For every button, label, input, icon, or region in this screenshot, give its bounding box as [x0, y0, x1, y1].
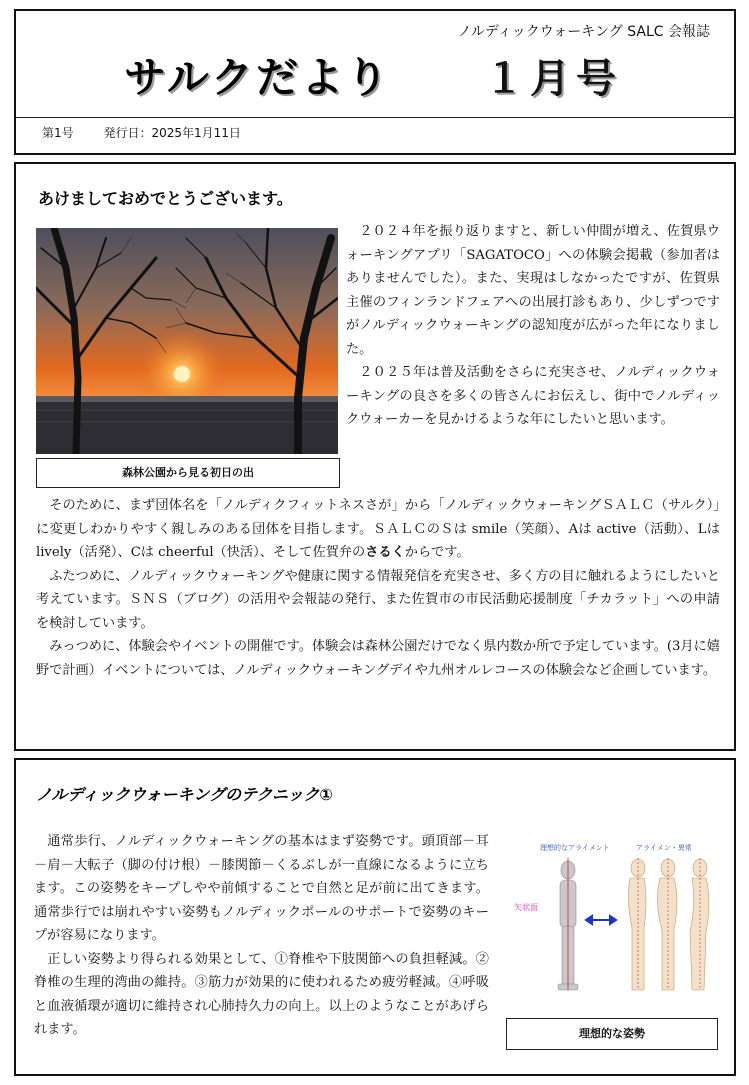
- intro-paragraph-2: ２０２５年は普及活動をさらに充実させ、ノルディックウォーキングの良さを多くの皆さんにお伝えし、街中でノルディックウォーカーを見かけるような年にしたいと思います。: [346, 365, 720, 427]
- masthead: [14, 9, 736, 155]
- goal-1-text: そのために、まず団体名を「ノルディクフィットネスさが」から「ノルディックウォーキングＳＡＬＣ（サルク）」に変更しわかりやすく親しみのある団体を目指します。ＳＡＬＣのＳは smile（笑顔）、Aは active（活動）、Lは lively（活発）、Cは cheerful（快活）、そして佐賀弁の: [36, 498, 720, 560]
- figure-label-ideal: 理想的なアライメント: [540, 844, 610, 852]
- technique-section: [14, 758, 736, 1076]
- issue-month: １月号: [484, 56, 622, 102]
- goal-paragraph-2: ふたつめに、ノルディックウォーキングや健康に関する情報発信を充実させ、多く方の目に触れるようにしたいと考えています。ＳＮＳ（ブログ）の活用や会報誌の発行、また佐賀市の市民活動応援制度「チカラット」への申請を検討しています。: [36, 568, 720, 631]
- newsletter-title: サルクだより: [124, 53, 392, 102]
- sunrise-photo: [36, 228, 338, 454]
- technique-paragraph-2: 正しい姿勢より得られる効果として、①脊椎や下肢関節への負担軽減。②脊椎の生理的湾曲の維持。③筋力が効果的に使われるため疲労軽減。④呼吸と血液循環が適切に維持され心肺持久力の向上。以上のようなことがあげられます。: [34, 951, 489, 1037]
- technique-text: [34, 830, 489, 1042]
- issue-date: 発行日：2025年1月11日: [103, 126, 241, 140]
- newsletter-subtitle: ノルディックウォーキング SALC 会報誌: [457, 24, 710, 40]
- section-heading-technique: ノルディックウォーキングのテクニック①: [36, 785, 333, 804]
- goal-paragraph-3: みっつめに、体験会やイベントの開催です。体験会は森林公園だけでなく県内数か所で予定しています。(3月に嬉野で計画）イベントについては、ノルディックウォーキングデイや九州オルレコースの体験会など企画しています。: [36, 639, 720, 678]
- technique-paragraph-1: 通常歩行、ノルディックウォーキングの基本はまず姿勢です。頭頂部－耳－肩－大転子（脚の付け根）－膝関節－くるぶしが一直線になるように立ちます。この姿勢をキープしやや前傾することで自然と足が前に出てきます。通常歩行では崩れやすい姿勢もノルディックポールのサポートで姿勢のキープが容易になります。: [34, 834, 489, 943]
- section-heading-greeting: あけましておめでとうございます。: [38, 189, 293, 208]
- goal-paragraph-1: [36, 494, 720, 565]
- goal-1-ending: からです。: [404, 545, 470, 560]
- intro-paragraph-1: ２０２４年を振り返りますと、新しい仲間が増え、佐賀県ウォーキングアプリ「SAGATOCO」への体験会掲載（参加者はありませんでした）。また、実現はしなかったですが、佐賀県主催のフィンランドフェアへの出展打診もあり、少しずつですがノルディックウォーキングの認知度が広がった年になりました。: [346, 224, 720, 357]
- issue-number: 第1号: [42, 126, 74, 140]
- figure-label-abnormal: アライメン・異常: [636, 844, 692, 852]
- posture-figure: [510, 840, 720, 1010]
- photo-caption: 森林公園から見る初日の出: [36, 458, 340, 488]
- issue-info: [42, 124, 267, 141]
- intro-text: [346, 220, 720, 432]
- figure-caption: 理想的な姿勢: [506, 1018, 718, 1050]
- figure-label-sagittal: 矢状面: [514, 903, 538, 912]
- header-divider: [16, 117, 734, 118]
- new-year-section: [14, 162, 736, 751]
- goals-text: [36, 494, 720, 682]
- saruku-emphasis: さるく: [365, 545, 405, 560]
